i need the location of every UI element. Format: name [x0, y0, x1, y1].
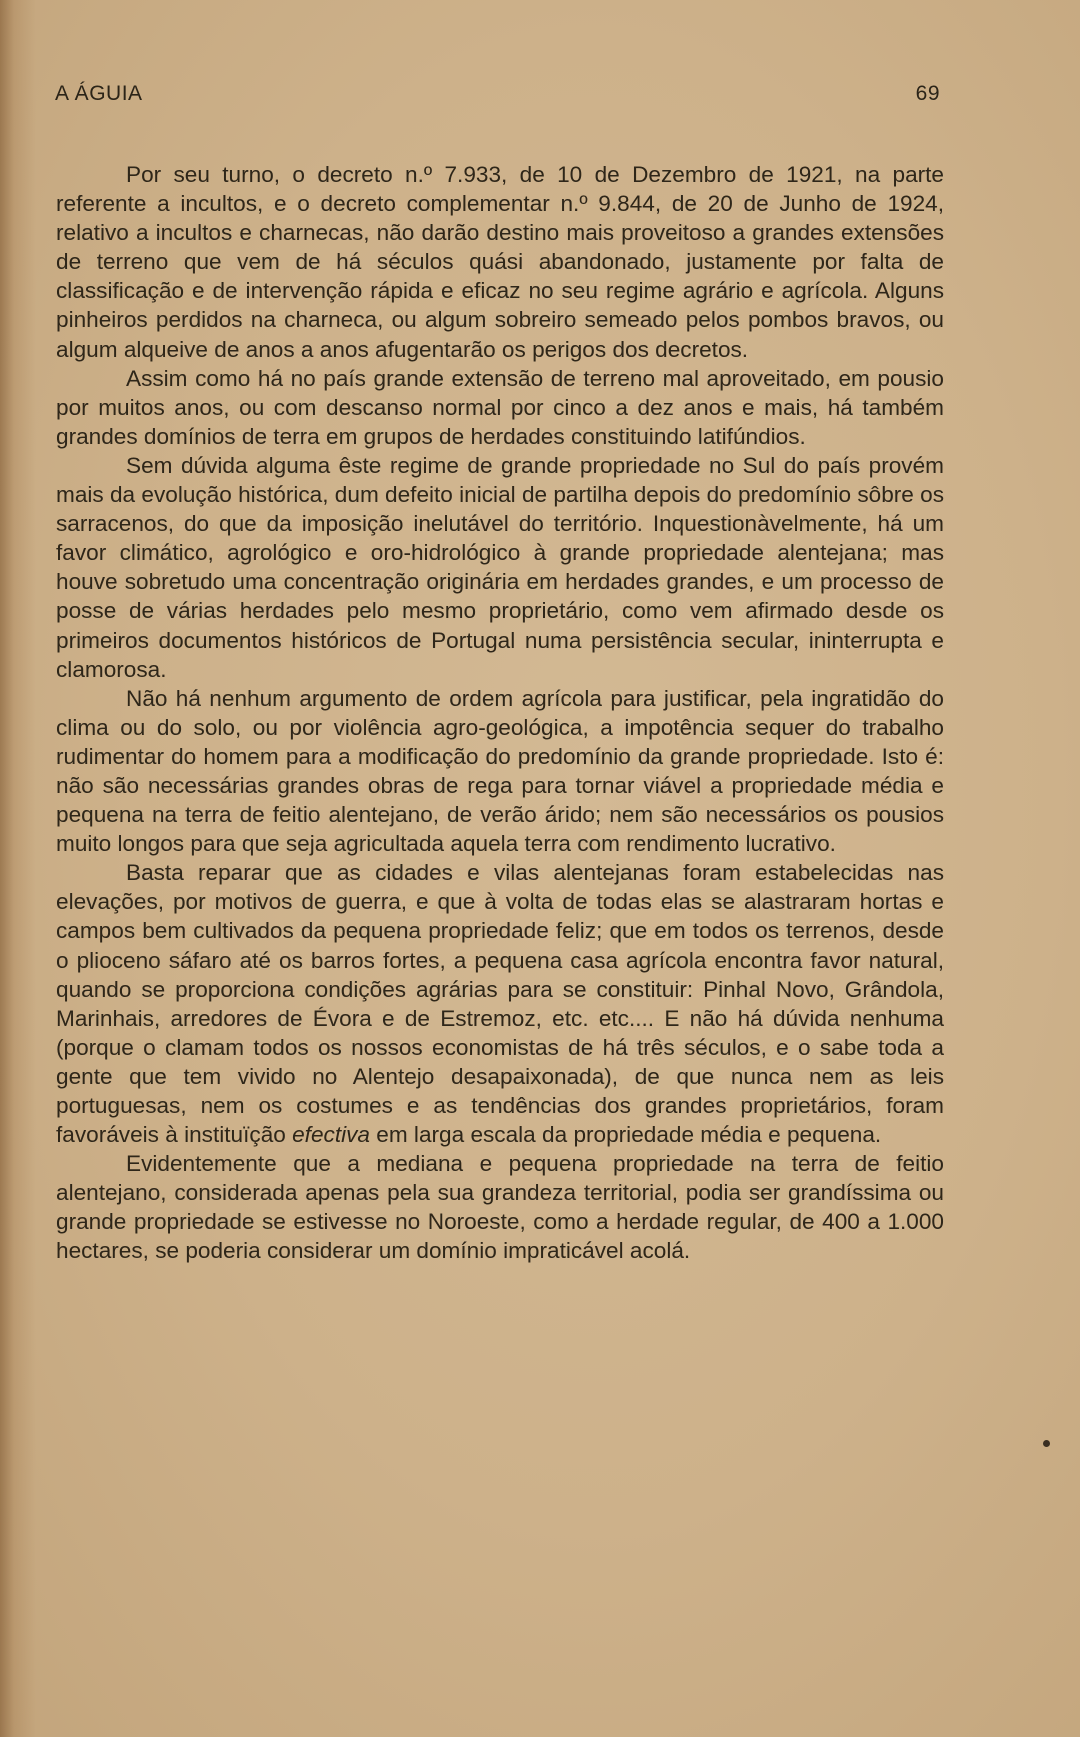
paragraph	[56, 858, 944, 1149]
emphasized-word: efectiva	[292, 1122, 370, 1148]
paragraph-text: em larga escala da propriedade média e pequena.	[369, 1122, 882, 1148]
paragraph: Evidentemente que a mediana e pequena propriedade na terra de feitio alentejano, considerada apenas pela sua grandeza territorial, podia ser grandíssima ou grande propriedade se estivesse no Noroeste, como a herdade regular, de 400 a 1.000 hectares, se poderia considerar um domínio impraticável acolá.	[56, 1151, 944, 1264]
paragraph: Assim como há no país grande extensão de terreno mal aproveitado, em pousio por muitos anos, ou com descanso normal por cinco a dez anos e mais, há também grandes domínios de terra em grupos de herdades constituindo latifúndios.	[56, 365, 944, 449]
paragraph: Não há nenhum argumento de ordem agrícola para justificar, pela ingratidão do clima ou do solo, ou por violência agro-geológica, a impotência sequer do trabalho rudimentar do homem para a modificação do predomínio da grande propriedade. Isto é: não são necessárias grandes obras de rega para tornar viável a propriedade média e pequena na terra de feitio alentejano, de verão árido; nem são necessários os pousios muito longos para que seja agricultada aquela terra com rendimento lucrativo.	[56, 685, 944, 857]
page-header	[55, 82, 940, 112]
paragraph: Por seu turno, o decreto n.º 7.933, de 10 de Dezembro de 1921, na parte referente a incultos, e o decreto complementar n.º 9.844, de 20 de Junho de 1924, relativo a incultos e charnecas, não darão destino mais proveitoso a grandes extensões de terreno que vem de há séculos quási abandonado, justamente por falta de classificação e de intervenção rápida e eficaz no seu regime agrário e agrícola. Alguns pinheiros perdidos na charneca, ou algum sobreiro semeado pelos pombos bravos, ou algum alqueive de anos a anos afugentarão os perigos dos decretos.	[56, 162, 944, 362]
body-text	[56, 160, 944, 1266]
paragraph-text: Basta reparar que as cidades e vilas alentejanas foram estabelecidas nas elevações, por motivos de guerra, e que à volta de todas elas se alastraram hortas e campos bem cultivados da pequena propriedade feliz; que em todos os terrenos, desde o plioceno sáfaro até os barros fortes, a pequena casa agrícola encontra favor natural, quando se proporciona condições agrárias para se constituir: Pinhal Novo, Grândola, Marinhais, arredores de Évora e de Estremoz, etc. etc.... E não há dúvida nenhuma (porque o clamam todos os nossos economistas de há três séculos, e o sabe toda a gente que tem vivido no Alentejo desapaixonada), de que nunca nem as leis portuguesas, nem os costumes e as tendências dos grandes proprietários, foram favoráveis à instituïção	[56, 860, 944, 1148]
page-number: 69	[915, 82, 940, 105]
ink-speck	[1043, 1440, 1050, 1447]
paragraph: Sem dúvida alguma êste regime de grande propriedade no Sul do país provém mais da evolução histórica, dum defeito inicial de partilha depois do predomínio sôbre os sarracenos, do que da imposição inelutável do território. Inquestionàvelmente, há um favor climático, agrológico e oro-hidrológico à grande propriedade alentejana; mas houve sobretudo uma concentração originária em herdades grandes, e um processo de posse de várias herdades pelo mesmo proprietário, como vem afirmado desde os primeiros documentos históricos de Portugal numa persistência secular, ininterrupta e clamorosa.	[56, 452, 944, 682]
running-title: A ÁGUIA	[55, 82, 143, 105]
